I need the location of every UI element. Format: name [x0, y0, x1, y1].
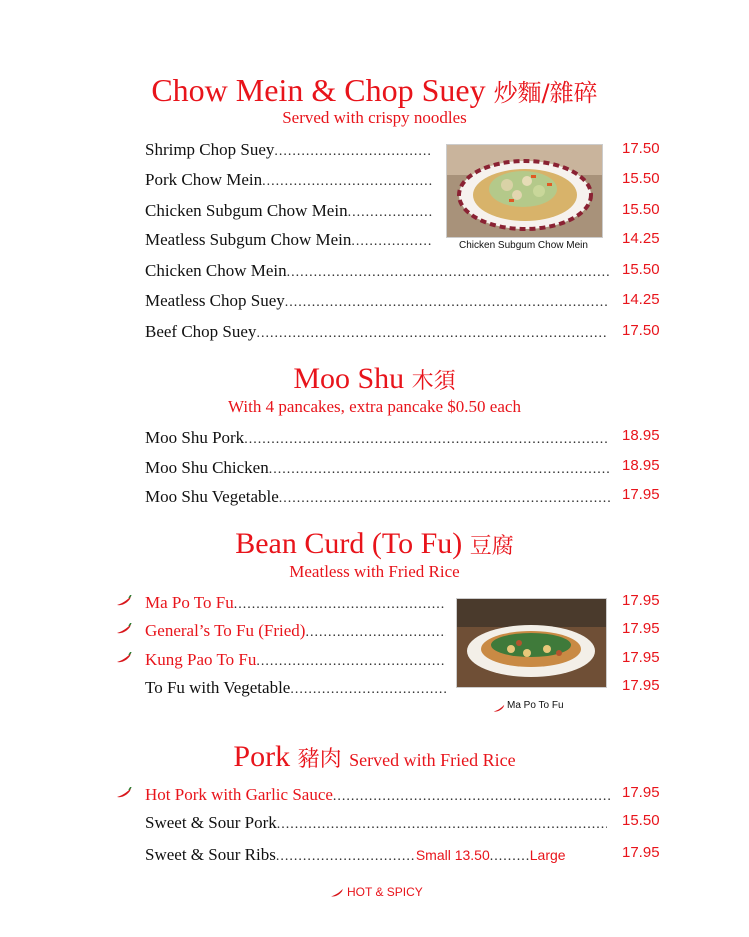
- section-title-moo-shu: [0, 362, 749, 396]
- section-title-chow-mein: [0, 72, 749, 109]
- menu-item: [145, 291, 607, 313]
- menu-item: [145, 201, 432, 223]
- menu-item: [145, 621, 446, 643]
- menu-item-name: Moo Shu Vegetable: [145, 487, 279, 506]
- menu-item: [145, 785, 611, 807]
- chili-pepper-icon: [493, 704, 505, 713]
- food-photo-chow-mein: [446, 144, 603, 238]
- menu-item-name: To Fu with Vegetable: [145, 678, 291, 697]
- menu-item-price: 17.50: [622, 322, 660, 339]
- section-title-chinese: 炒麵/雜碎: [493, 79, 598, 107]
- section-title-text: Chow Mein & Chop Suey: [151, 72, 486, 108]
- menu-item-price: 15.50: [622, 201, 660, 218]
- menu-item: [145, 458, 611, 480]
- menu-item-name: Moo Shu Chicken: [145, 458, 269, 477]
- menu-item: [145, 230, 432, 252]
- section-title-chinese: 木須: [411, 369, 456, 394]
- menu-item-name: Meatless Subgum Chow Mein: [145, 230, 352, 249]
- menu-item: [145, 845, 611, 867]
- menu-item-price: 17.95: [622, 844, 660, 861]
- menu-item: [145, 428, 607, 450]
- menu-item: [145, 678, 446, 700]
- menu-item-price: 17.95: [622, 784, 660, 801]
- photo-caption: Ma Po To Fu: [507, 700, 564, 711]
- section-title-bean-curd: [0, 527, 749, 561]
- menu-item-price: 15.50: [622, 261, 660, 278]
- menu-item-name: Meatless Chop Suey: [145, 291, 285, 310]
- menu-item: [145, 593, 446, 615]
- section-subtitle-chow-mein: Served with crispy noodles: [282, 108, 467, 127]
- menu-item-price: 14.25: [622, 230, 660, 247]
- section-title-pork: [0, 740, 749, 774]
- menu-item-name: General’s To Fu (Fried): [145, 621, 306, 640]
- section-subtitle-moo-shu: With 4 pancakes, extra pancake $0.50 each: [228, 397, 521, 416]
- menu-item-price: 14.25: [622, 291, 660, 308]
- section-title-text: Moo Shu: [293, 362, 405, 395]
- food-photo-ma-po-to-fu: [456, 598, 607, 688]
- menu-item-price: 17.95: [622, 486, 660, 503]
- menu-item-price: 17.50: [622, 140, 660, 157]
- menu-item-name: Ma Po To Fu: [145, 593, 234, 612]
- section-title-text: Pork: [233, 740, 291, 773]
- menu-item-name: Chicken Subgum Chow Mein: [145, 201, 348, 220]
- menu-item-price: 17.95: [622, 677, 660, 694]
- menu-item-name: Beef Chop Suey: [145, 322, 257, 341]
- menu-item-name: Shrimp Chop Suey: [145, 140, 275, 159]
- chili-pepper-icon: [116, 623, 132, 635]
- chili-pepper-icon: [116, 595, 132, 607]
- large-price-label: Large: [529, 847, 566, 863]
- menu-item-price: 17.95: [622, 649, 660, 666]
- menu-item-name: Moo Shu Pork: [145, 428, 245, 447]
- menu-item: [145, 650, 446, 672]
- menu-item-name: Pork Chow Mein: [145, 170, 263, 189]
- section-subtitle-pork: Served with Fried Rice: [349, 750, 516, 770]
- menu-item-price: 17.95: [622, 620, 660, 637]
- menu-item: [145, 140, 432, 162]
- small-price-label: Small 13.50: [415, 847, 490, 863]
- menu-item: [145, 813, 607, 835]
- section-title-text: Bean Curd (To Fu): [235, 527, 463, 560]
- section-title-chinese: 豆腐: [469, 534, 514, 559]
- menu-item-price: 18.95: [622, 457, 660, 474]
- menu-item-price: 17.95: [622, 592, 660, 609]
- section-subtitle-bean-curd: Meatless with Fried Rice: [289, 562, 460, 581]
- ma-po-to-fu-illustration: [457, 599, 606, 687]
- menu-item: [145, 170, 432, 192]
- menu-item-name: Kung Pao To Fu: [145, 650, 257, 669]
- chow-mein-illustration: [447, 145, 602, 237]
- menu-item-name: Sweet & Sour Pork: [145, 813, 277, 832]
- photo-caption: Chicken Subgum Chow Mein: [459, 240, 588, 251]
- chili-pepper-icon: [330, 888, 344, 898]
- chili-pepper-icon: [116, 787, 132, 799]
- menu-item-name: Sweet & Sour Ribs: [145, 845, 276, 864]
- menu-item-price: 15.50: [622, 812, 660, 829]
- menu-item-name: Hot Pork with Garlic Sauce: [145, 785, 333, 804]
- legend-hot-spicy: HOT & SPICY: [347, 885, 423, 899]
- chili-pepper-icon: [116, 652, 132, 664]
- menu-item: [145, 261, 611, 283]
- menu-item: [145, 487, 611, 509]
- menu-item: [145, 322, 607, 344]
- menu-item-price: 15.50: [622, 170, 660, 187]
- menu-item-name: Chicken Chow Mein: [145, 261, 287, 280]
- menu-item-price: 18.95: [622, 427, 660, 444]
- section-title-chinese: 豬肉: [297, 747, 342, 772]
